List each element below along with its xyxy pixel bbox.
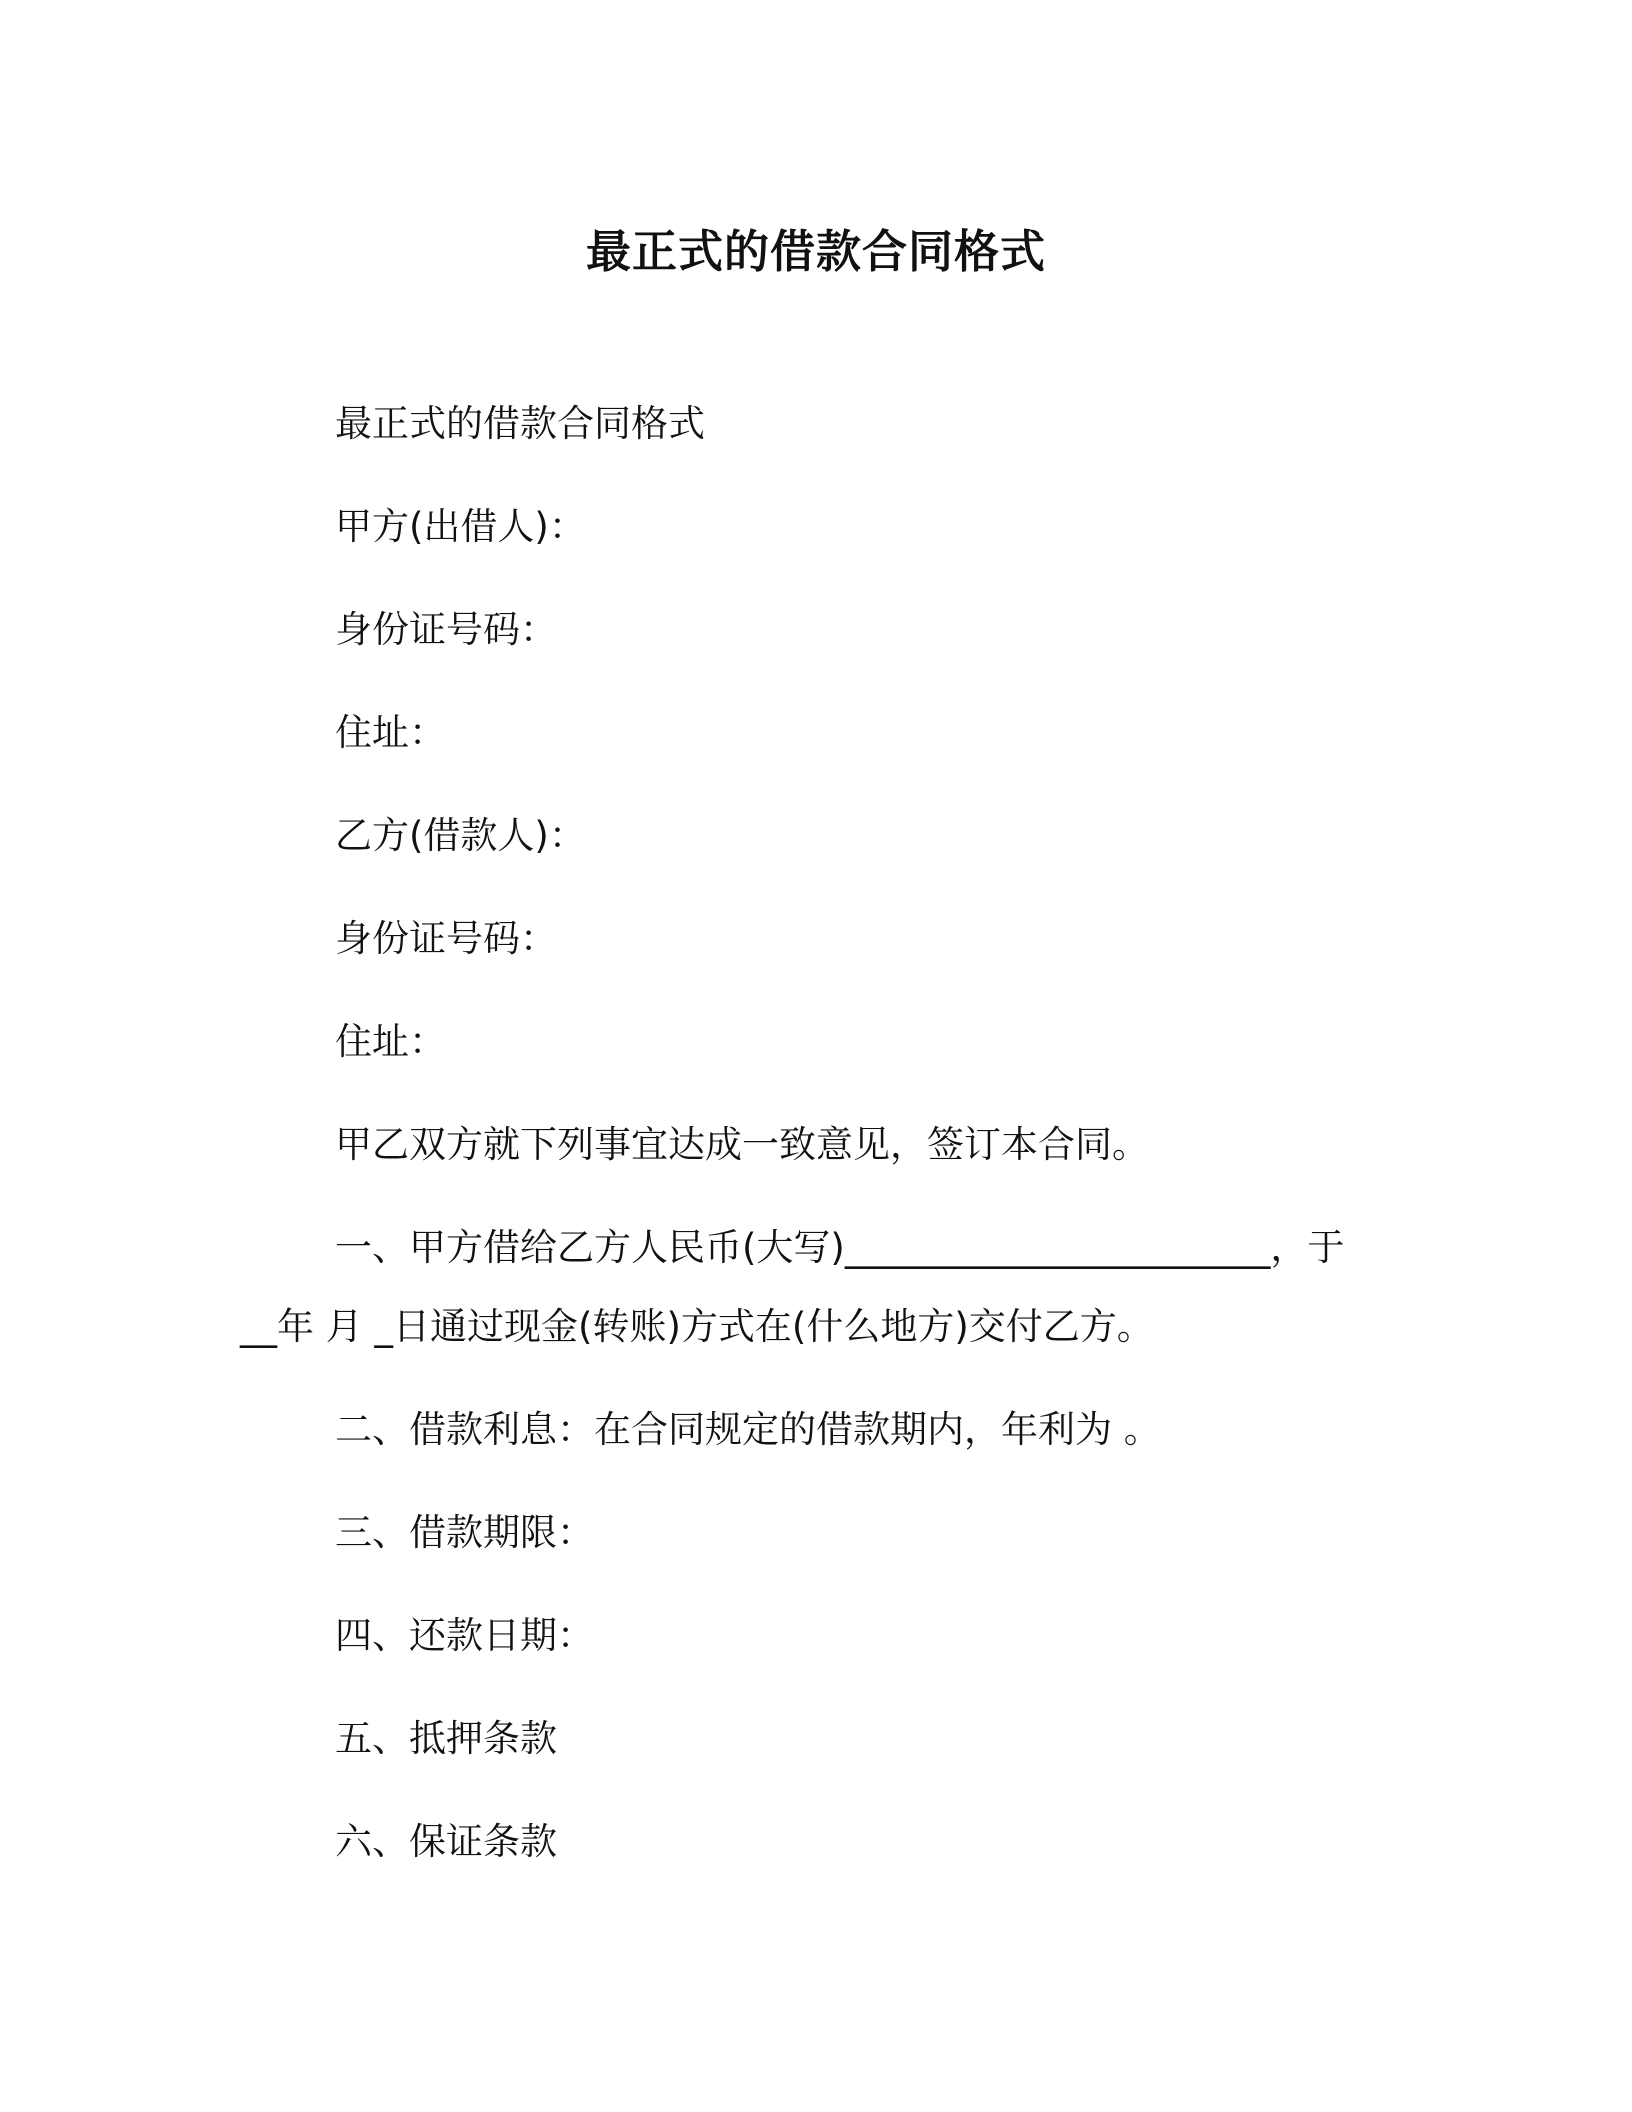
lender-id-label: 身份证号码： [335, 608, 557, 651]
borrower-address-label: 住址： [335, 1020, 446, 1063]
clause-term: 三、借款期限： [335, 1511, 594, 1554]
lender-label: 甲方(出借人)： [335, 505, 586, 548]
clause-one-line-1: 一、甲方借给乙方人民币(大写)_______________________，于 [335, 1226, 1345, 1269]
agreement-statement: 甲乙双方就下列事宜达成一致意见，签订本合同。 [335, 1123, 1149, 1166]
lender-address-label: 住址： [335, 711, 446, 754]
clause-interest: 二、借款利息：在合同规定的借款期内，年利为 。 [335, 1408, 1161, 1451]
document-title: 最正式的借款合同格式 [585, 225, 1046, 278]
document-subtitle: 最正式的借款合同格式 [335, 402, 705, 445]
borrower-id-label: 身份证号码： [335, 917, 557, 960]
borrower-label: 乙方(借款人)： [335, 814, 586, 857]
clause-one-line-2: __年 月 _日通过现金(转账)方式在(什么地方)交付乙方。 [240, 1305, 1154, 1348]
clause-collateral: 五、抵押条款 [335, 1717, 557, 1760]
clause-guarantee: 六、保证条款 [335, 1820, 557, 1863]
clause-repayment-date: 四、还款日期： [335, 1614, 594, 1657]
